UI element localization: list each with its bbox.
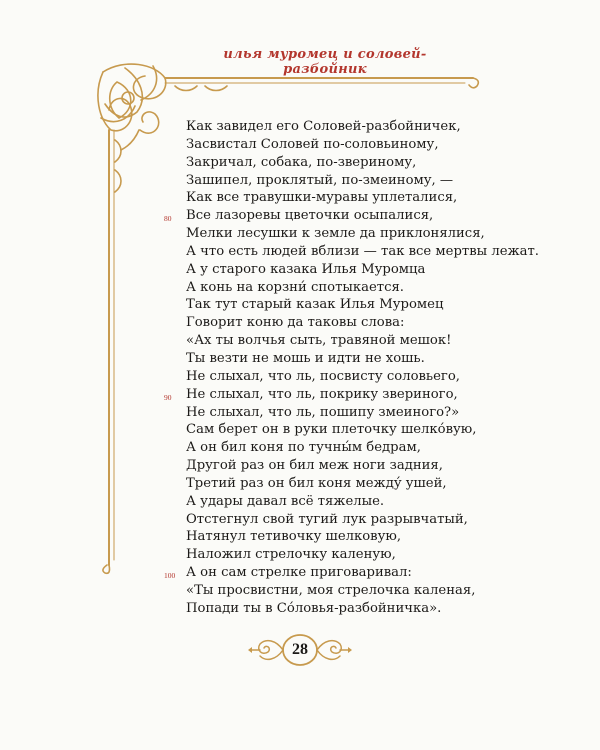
poem-line-text: А он сам стрелке приговаривал:: [186, 565, 412, 581]
poem-line-text: Не слыхал, что ль, покрику звериного,: [186, 386, 458, 402]
poem-line-text: Закричал, собака, по-звериному,: [186, 154, 417, 170]
poem-line-text: Наложил стрелочку каленую,: [186, 547, 396, 563]
poem-line-text: Сам берет он в руки плеточку шелко́вую,: [186, 422, 477, 438]
poem-line-text: Как завидел его Соловей-разбойничек,: [186, 119, 461, 134]
poem-line-text: Так тут старый казак Илья Муромец: [186, 297, 444, 313]
poem-line-text: Мелки лесушки к земле да приклонялися,: [186, 226, 485, 242]
poem-line-text: Третий раз он бил коня между́ ушей,: [186, 475, 447, 491]
poem-line: [164, 564, 539, 582]
poem-line: [186, 314, 539, 332]
poem-line: [164, 207, 539, 225]
poem-line: [186, 189, 539, 207]
poem-line: [186, 225, 539, 243]
poem-line-text: Говорит коню да таковы слова:: [186, 315, 405, 331]
poem-line-text: «Ты просвистни, моя стрелочка каленая,: [186, 582, 476, 598]
poem-line-text: Как все травушки-муравы уплеталися,: [186, 190, 458, 206]
poem-line: [186, 528, 539, 546]
line-number: 80: [164, 214, 172, 224]
poem-line: [164, 386, 539, 404]
poem-line-text: Отстегнул свой тугий лук разрывчатый,: [186, 511, 468, 527]
poem-line-text: А у старого казака Илья Муромца: [186, 261, 426, 277]
poem-line-text: Не слыхал, что ль, пошипу змеиного?»: [186, 404, 460, 420]
poem-line: [186, 118, 539, 136]
running-title: илья муромец и соловей-разбойник: [223, 47, 427, 77]
poem-line: [186, 136, 539, 154]
poem-line: [186, 582, 539, 600]
poem-line-text: Все лазоревы цветочки осыпалися,: [186, 208, 434, 224]
poem-line: [186, 475, 539, 493]
poem-line-text: Зашипел, проклятый, по-змеиному, —: [186, 172, 454, 188]
poem-line: [186, 368, 539, 386]
poem-line-text: А что есть людей вблизи — так все мертвы лежат.: [186, 243, 540, 259]
poem-line: [186, 243, 539, 261]
line-number: 90: [164, 392, 172, 402]
poem-line-text: Попади ты в Со́ловья-разбойничка».: [186, 600, 442, 616]
poem-line: [186, 546, 539, 564]
poem-line-text: А он бил коня по тучны́м бедрам,: [186, 440, 421, 456]
poem-line: [186, 296, 539, 314]
poem-line: [186, 439, 539, 457]
poem-line: [186, 154, 539, 172]
poem-line-text: А удары давал всё тяжелые.: [186, 493, 385, 509]
poem-line: [186, 493, 539, 511]
page-number: 28: [292, 641, 308, 658]
poem-line-text: «Ах ты волчья сыть, травяной мешок!: [186, 333, 452, 349]
poem-line: [186, 511, 539, 529]
poem-line: [186, 332, 539, 350]
poem-line: [186, 279, 539, 297]
poem-line: [186, 172, 539, 190]
poem-line-text: Ты везти не мошь и идти не хошь.: [186, 350, 425, 366]
poem-text: [164, 118, 540, 618]
poem-line-text: Натянул тетивочку шелковую,: [186, 529, 402, 545]
poem-line: [186, 421, 539, 439]
line-number: 100: [164, 571, 176, 581]
poem-line: [186, 404, 539, 422]
poem-line-text: Не слыхал, что ль, посвисту соловьего,: [186, 368, 460, 384]
poem-line: [186, 350, 539, 368]
poem-line: [186, 457, 539, 475]
poem-line-text: Засвистал Соловей по-соловьиному,: [186, 136, 439, 152]
poem-line: [186, 261, 539, 279]
poem-line: [186, 600, 539, 618]
poem-line-text: Другой раз он бил меж ноги задния,: [186, 458, 443, 474]
poem-line-text: А конь на корзни́ спотыкается.: [186, 279, 404, 295]
